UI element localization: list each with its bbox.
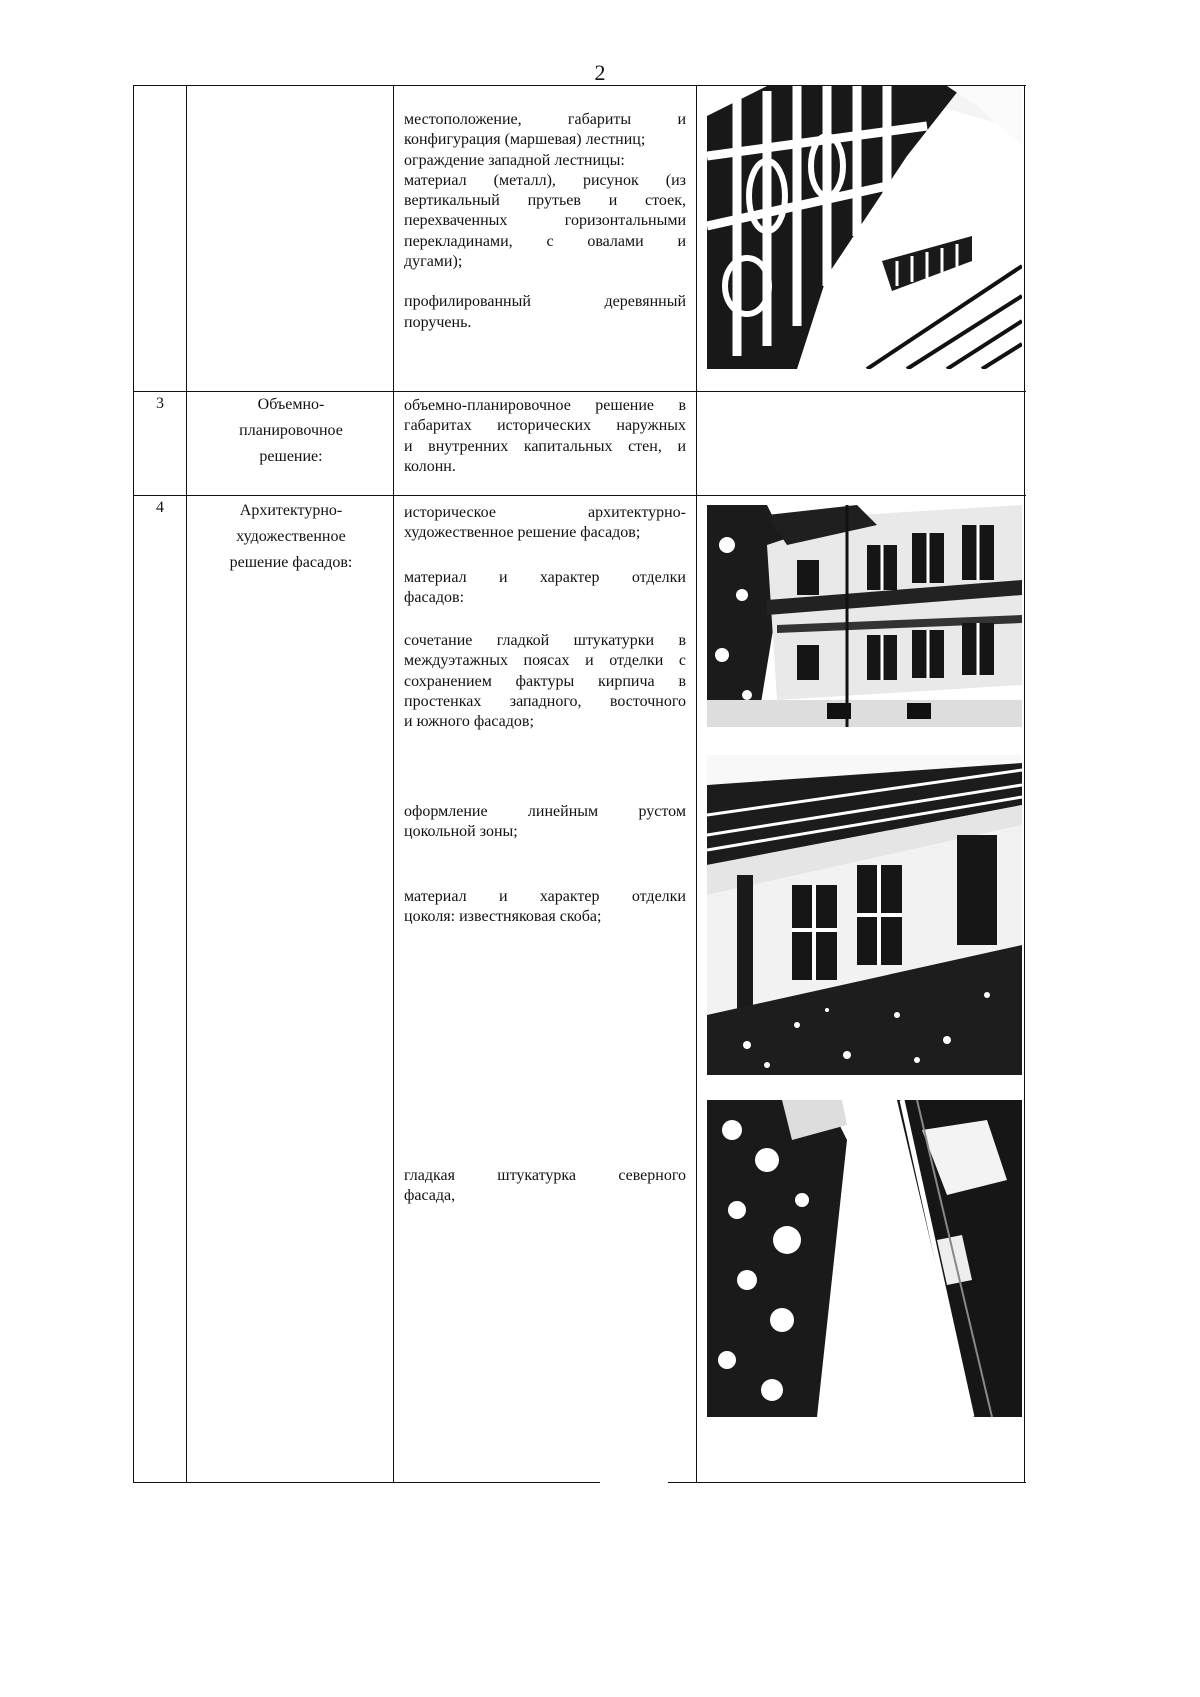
description-cell: сочетание гладкой штукатурки в междуэтажных поясах и отделки с сохранением фактуры кирпича в простенках западного, восточного и южного фасадов; (404, 632, 686, 731)
plinth-photo (707, 755, 1022, 1075)
north-facade-photo (707, 1100, 1022, 1417)
row-number: 3 (156, 395, 164, 412)
description-cell: объемно-планировочное решение в габаритах исторических наружных и внутренних капитальных стен, и колонн. (404, 397, 686, 475)
row-number: 4 (156, 499, 164, 516)
description-cell: местоположение, габариты и конфигурация (маршевая) лестниц; ограждение западной лестницы: материал (металл), рисунок (из вертикальный прутьев и стоек, перехваченных горизонтальными перекладинами, с овалами и дугами); профилированный деревянный поручень. (404, 111, 686, 331)
description-cell: гладкая штукатурка северного фасада, (404, 1167, 686, 1205)
description-cell: оформление линейным рустом цокольной зоны; (404, 803, 686, 841)
description-cell: материал и характер отделки цоколя: известняковая скоба; (404, 888, 686, 926)
stair-railing-photo (707, 86, 1022, 369)
description-cell: историческое архитектурно- художественное решение фасадов; (404, 504, 686, 542)
section-name: Архитектурно- художественное решение фасадов: (229, 502, 353, 571)
section-name: Объемно- планировочное решение: (239, 396, 343, 465)
facade-photo (707, 505, 1022, 727)
page-number: 2 (594, 60, 606, 85)
description-cell: материал и характер отделки фасадов: (404, 569, 686, 607)
